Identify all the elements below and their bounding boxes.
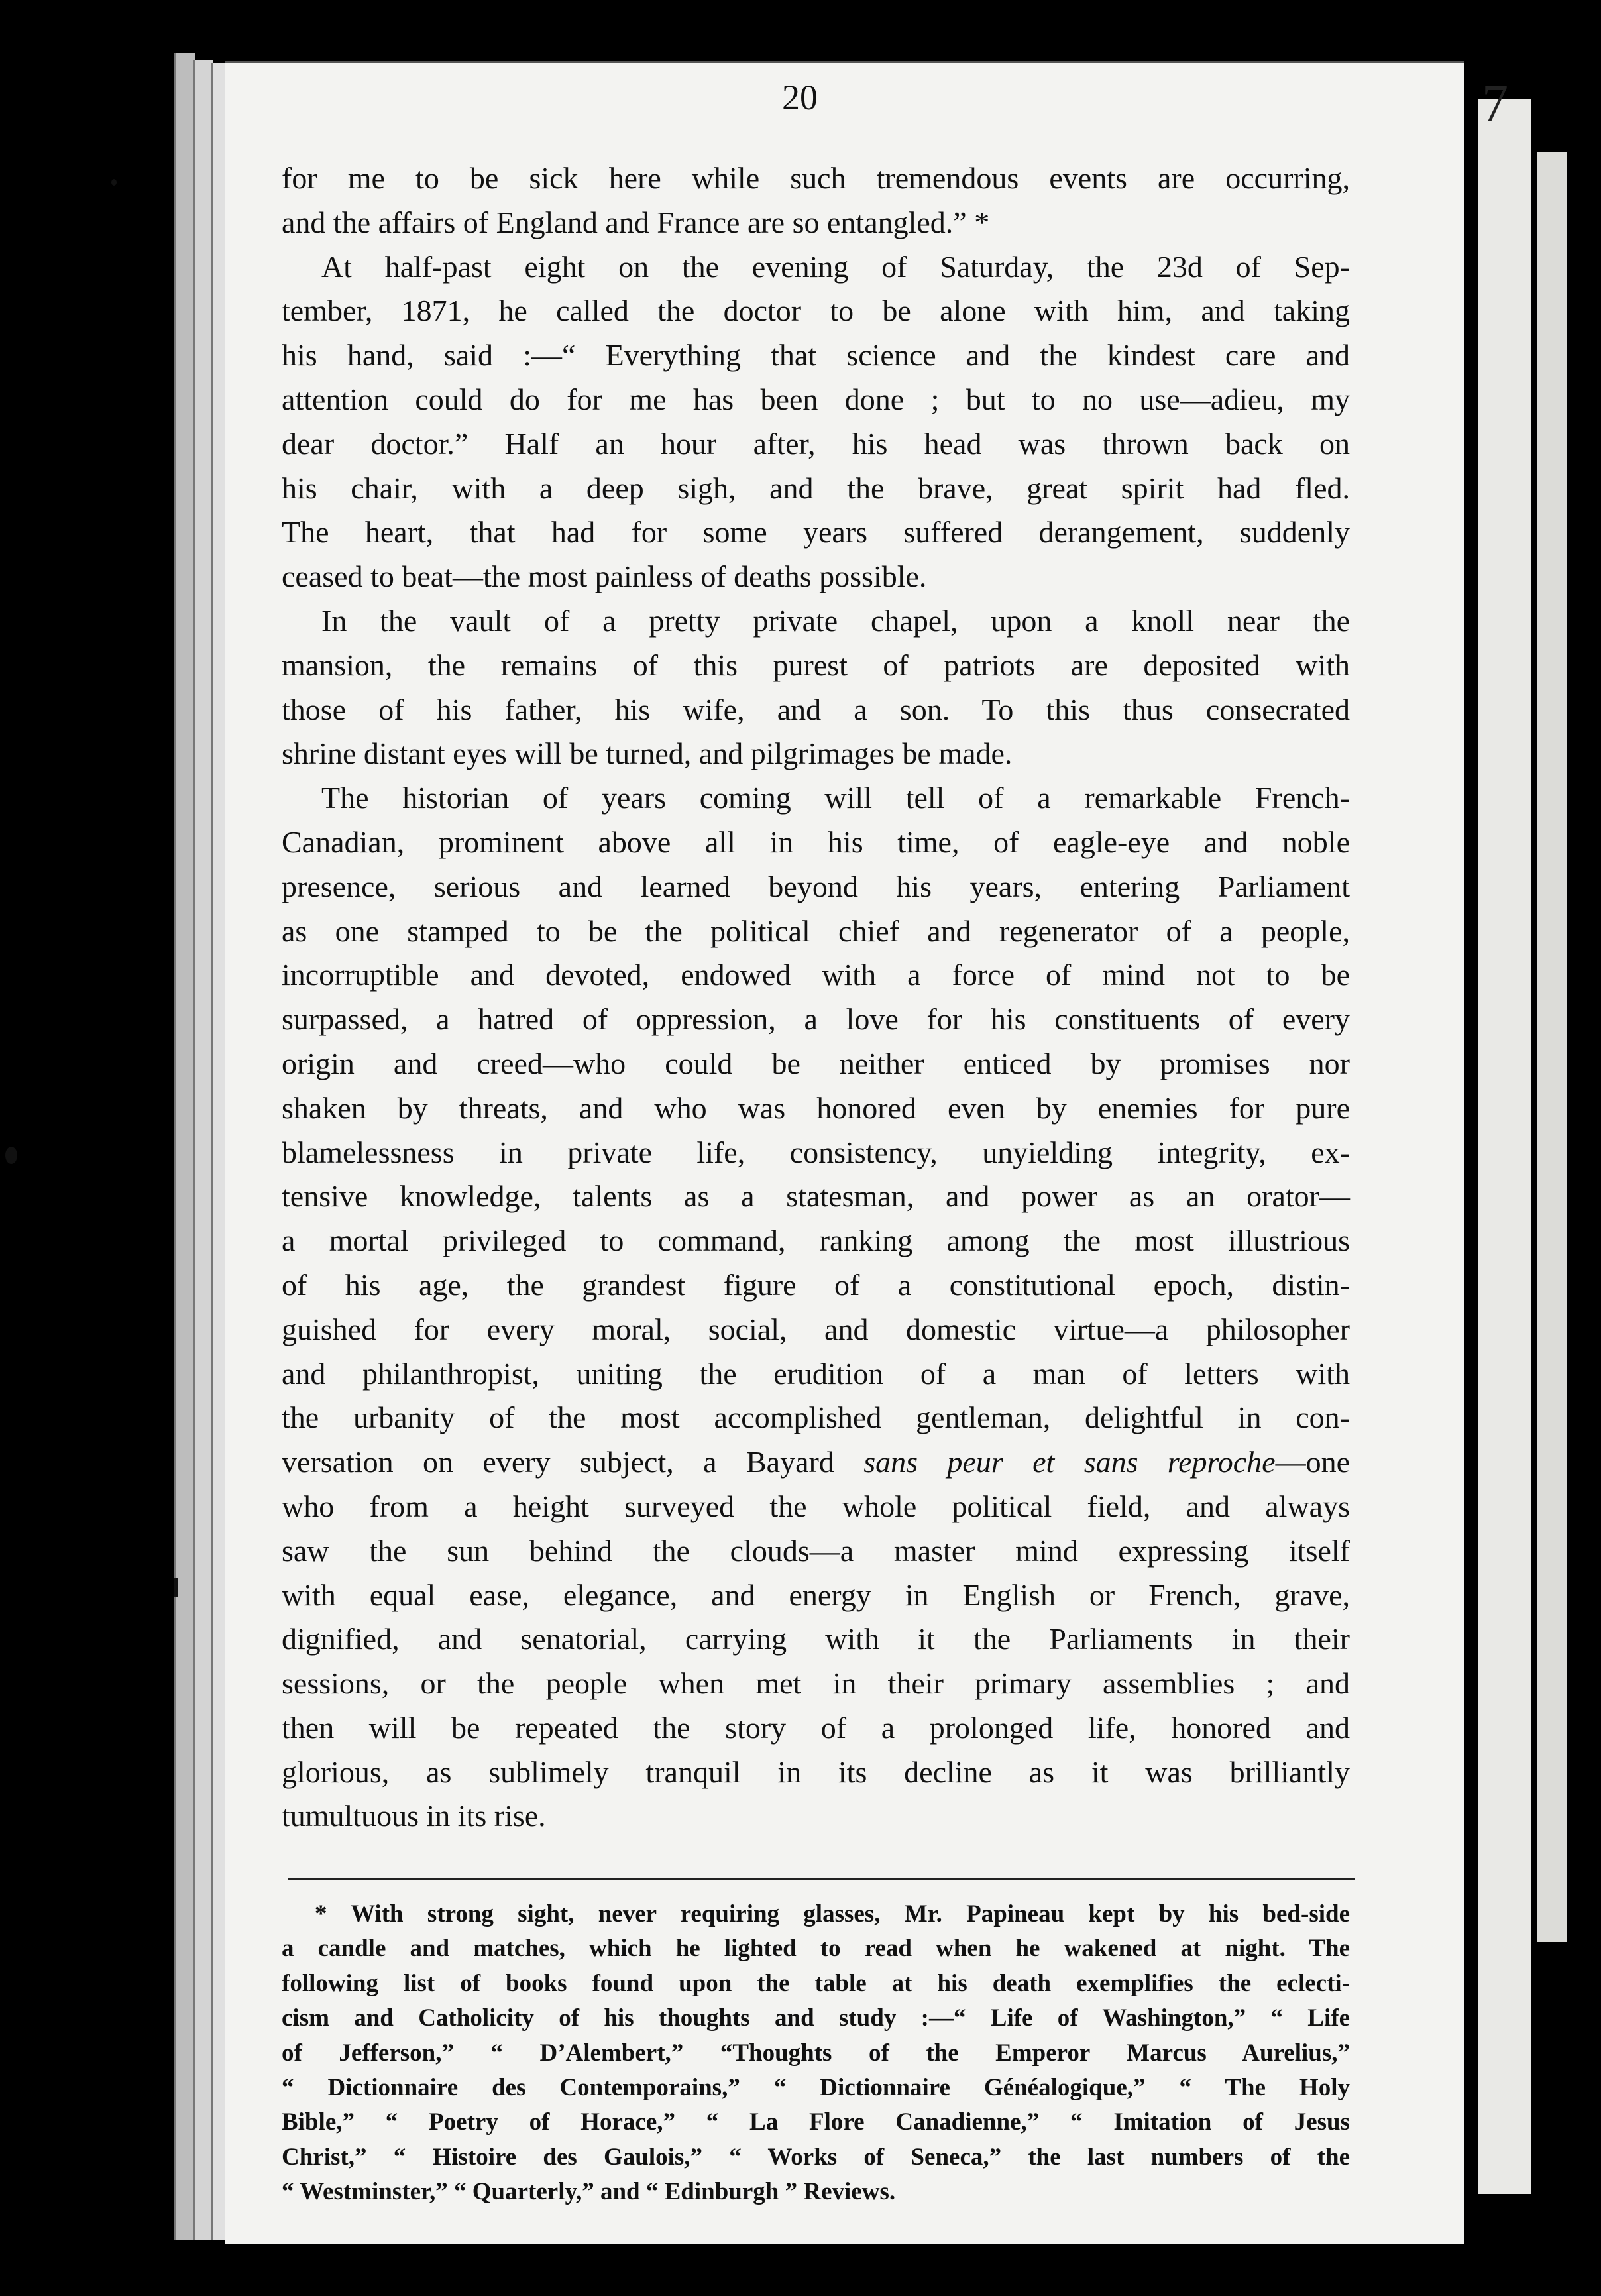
text-line: Canadian, prominent above all in his time, of eagle-eye and noble: [282, 825, 1350, 859]
text-line: attention could do for me has been done ; but to no use—adieu, my: [282, 382, 1350, 416]
page-edge-stack: [174, 53, 195, 2240]
italic-phrase: sans peur et sans reproche: [863, 1445, 1276, 1479]
footnote-line: “ Dictionnaire des Contemporains,” “ Dictionnaire Généalogique,” “ The Holy: [282, 2074, 1350, 2102]
text-line: dignified, and senatorial, carrying with it the Parliaments in their: [282, 1622, 1350, 1656]
text-line: shaken by threats, and who was honored even by enemies for pure: [282, 1090, 1350, 1125]
text-line: tensive knowledge, talents as a statesman, and power as an orator—: [282, 1179, 1350, 1214]
text-line: incorruptible and devoted, endowed with a force of mind not to be: [282, 958, 1350, 992]
page-number: 20: [782, 78, 818, 117]
text-line: and the affairs of England and France are so entangled.” *: [282, 205, 990, 239]
text-line: tember, 1871, he called the doctor to be alone with him, and taking: [282, 294, 1350, 328]
footnote-line: following list of books found upon the table at his death exemplifies the eclecti-: [282, 1969, 1350, 1997]
text-line-mixed: [282, 1440, 1350, 1485]
text-line: his hand, said :—“ Everything that science and the kindest care and: [282, 338, 1350, 373]
text-line: In the vault of a pretty private chapel, upon a knoll near the: [321, 603, 1350, 638]
text-line: of his age, the grandest figure of a constitutional epoch, distin-: [282, 1267, 1350, 1302]
footnote-line: “ Westminster,” “ Quarterly,” and “ Edinburgh ” Reviews.: [282, 2178, 896, 2206]
footnote: [282, 1897, 1350, 2210]
text-line: At half-past eight on the evening of Saturday, the 23d of Sep-: [321, 249, 1350, 284]
body-text: [282, 156, 1350, 1839]
text-run: versation on every subject, a Bayard: [282, 1445, 864, 1479]
text-line: as one stamped to be the political chief and regenerator of a people,: [282, 913, 1350, 948]
text-line: who from a height surveyed the whole political field, and always: [282, 1489, 1350, 1523]
text-line: with equal ease, elegance, and energy in English or French, grave,: [282, 1578, 1350, 1612]
text-line: The heart, that had for some years suffered derangement, suddenly: [282, 515, 1350, 549]
margin-mark: 7: [1482, 75, 1508, 133]
text-line: those of his father, his wife, and a son. To this thus consecrated: [282, 692, 1350, 726]
footnote-rule: [288, 1878, 1355, 1880]
text-line: guished for every moral, social, and domestic virtue—a philosopher: [282, 1312, 1350, 1346]
text-line: and philanthropist, uniting the erudition of a man of letters with: [282, 1356, 1350, 1391]
text-line: saw the sun behind the clouds—a master mind expressing itself: [282, 1533, 1350, 1568]
text-line: blamelessness in private life, consistency, unyielding integrity, ex-: [282, 1135, 1350, 1169]
footnote-line: * With strong sight, never requiring glasses, Mr. Papineau kept by his bed-side: [315, 1900, 1350, 1927]
scan-speck: [5, 1147, 17, 1164]
text-line: glorious, as sublimely tranquil in its decline as it was brilliantly: [282, 1754, 1350, 1789]
adjacent-page-strip: [1537, 152, 1567, 1942]
text-line: the urbanity of the most accomplished gentleman, delightful in con-: [282, 1401, 1350, 1435]
text-line: shrine distant eyes will be turned, and pilgrimages be made.: [282, 736, 1013, 771]
scan-speck: [111, 179, 117, 186]
footnote-line: a candle and matches, which he lighted to read when he wakened at night. The: [282, 1935, 1350, 1963]
scan-speck: [174, 1578, 178, 1597]
footnote-line: Bible,” “ Poetry of Horace,” “ La Flore Canadienne,” “ Imitation of Jesus: [282, 2108, 1350, 2136]
footnote-line: Christ,” “ Histoire des Gaulois,” “ Works of Seneca,” the last numbers of the: [282, 2143, 1350, 2171]
text-line: sessions, or the people when met in their primary assemblies ; and: [282, 1666, 1350, 1701]
text-line: dear doctor.” Half an hour after, his head was thrown back on: [282, 426, 1350, 461]
footnote-line: cism and Catholicity of his thoughts and study :—“ Life of Washington,” “ Life: [282, 2004, 1350, 2032]
text-line: mansion, the remains of this purest of patriots are deposited with: [282, 648, 1350, 682]
text-line: The historian of years coming will tell of a remarkable French-: [321, 781, 1350, 815]
text-line: origin and creed—who could be neither enticed by promises nor: [282, 1046, 1350, 1080]
text-line: tumultuous in its rise.: [282, 1799, 546, 1833]
adjacent-page-strip: [1478, 99, 1531, 2194]
text-line: surpassed, a hatred of oppression, a love for his constituents of every: [282, 1002, 1350, 1037]
text-run: —one: [1275, 1445, 1350, 1479]
text-line: a mortal privileged to command, ranking among the most illustrious: [282, 1224, 1350, 1258]
text-line: then will be repeated the story of a prolonged life, honored and: [282, 1710, 1350, 1745]
text-line: ceased to beat—the most painless of deaths possible.: [282, 559, 927, 594]
footnote-line: of Jefferson,” “ D’Alembert,” “Thoughts of the Emperor Marcus Aurelius,”: [282, 2039, 1350, 2067]
text-line: for me to be sick here while such tremendous events are occurring,: [282, 161, 1350, 195]
text-line: presence, serious and learned beyond his years, entering Parliament: [282, 869, 1350, 903]
page-edge-stack: [193, 60, 213, 2240]
text-line: his chair, with a deep sigh, and the brave, great spirit had fled.: [282, 471, 1350, 505]
